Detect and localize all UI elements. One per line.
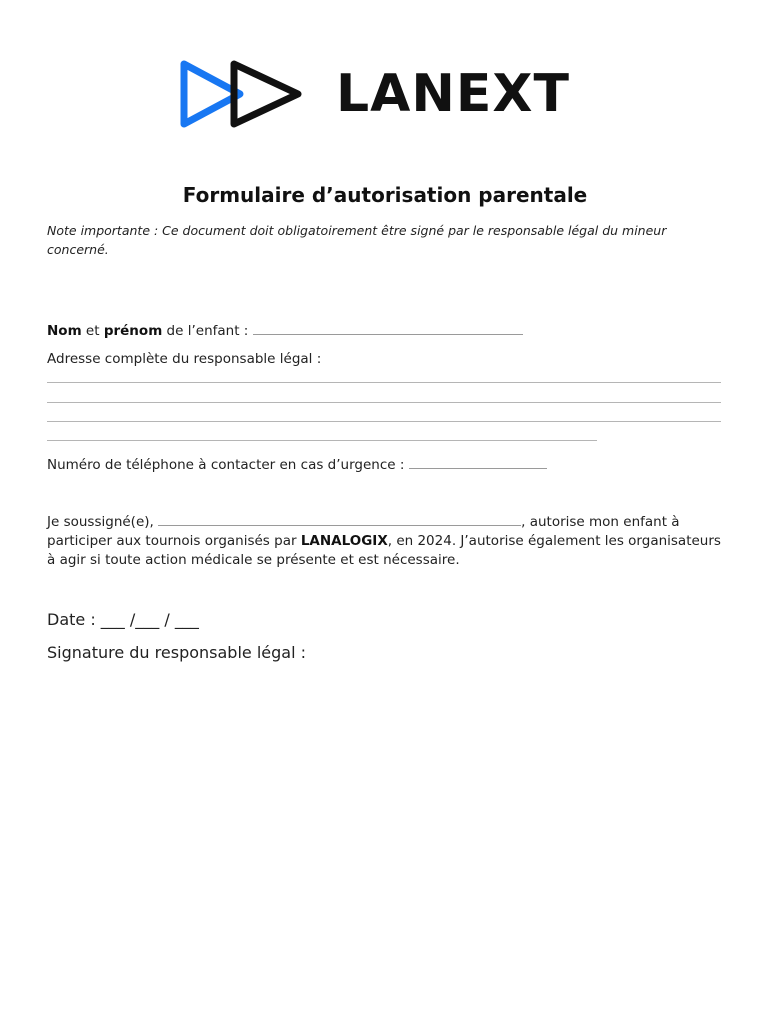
authorization-middle: , autorise mon enfant à participer aux tournois organisés par: [47, 514, 680, 549]
child-name-row: [47, 322, 523, 339]
child-name-label-prenom: prénom: [103, 323, 163, 339]
organizer-name: LANALOGIX: [300, 533, 388, 549]
phone-row: [47, 456, 547, 473]
document-title: Formulaire d’autorisation parentale: [182, 183, 588, 207]
child-name-label-nom: Nom: [47, 323, 82, 339]
address-line-3[interactable]: [47, 421, 721, 422]
phone-label: Numéro de téléphone à contacter en cas d’urgence :: [47, 457, 409, 473]
authorization-end: , en 2024. J’autorise également les organisateurs à agir si toute action médicale se présente et est nécessaire.: [47, 533, 721, 568]
logo-text: LANEXT: [336, 64, 570, 124]
lanext-logo-icon: [178, 56, 306, 132]
company-logo: [178, 56, 570, 132]
phone-field[interactable]: [409, 456, 547, 469]
child-name-connector: et: [81, 323, 104, 339]
signature-label: Signature du responsable légal :: [47, 643, 306, 662]
address-line-2[interactable]: [47, 402, 721, 403]
guardian-name-field[interactable]: [158, 513, 521, 526]
address-line-4[interactable]: [47, 440, 597, 441]
important-note: Note importante : Ce document doit obligatoirement être signé par le responsable légal du mineur concerné.: [47, 223, 667, 257]
child-name-field[interactable]: [253, 322, 523, 335]
authorization-intro: Je soussigné(e),: [47, 514, 159, 530]
authorization-paragraph: [47, 513, 727, 570]
child-name-label-rest: de l’enfant :: [162, 323, 253, 339]
address-line-1[interactable]: [47, 382, 721, 383]
address-label: Adresse complète du responsable légal :: [47, 351, 322, 367]
date-field[interactable]: Date : ___ /___ / ___: [47, 610, 199, 629]
